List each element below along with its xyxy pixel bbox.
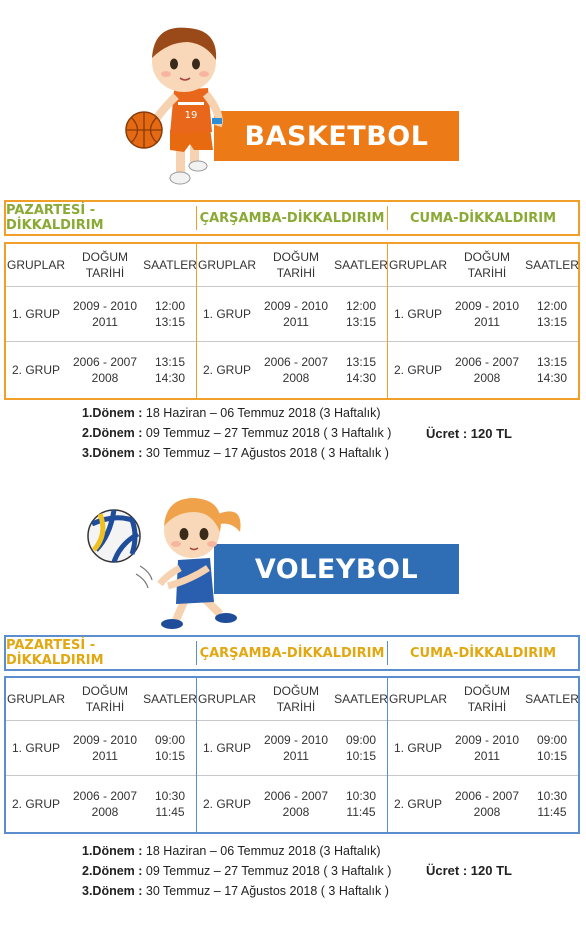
volleyball-title-banner: VOLEYBOL xyxy=(214,544,459,594)
day-wednesday: ÇARŞAMBA-DİKKALDIRIM xyxy=(196,641,387,665)
period-label: 3.Dönem : xyxy=(82,884,143,898)
group-cell: 1. GRUP xyxy=(393,740,442,755)
period-dates: 30 Temmuz – 17 Ağustos 2018 ( 3 Haftalık ) xyxy=(142,446,389,460)
period-dates: 18 Haziran – 06 Temmuz 2018 (3 Haftalık) xyxy=(142,406,381,420)
period-label: 2.Dönem : xyxy=(82,426,143,440)
table-row xyxy=(197,341,387,398)
hours-cell: 10:30 11:45 xyxy=(154,788,186,819)
header-groups: GRUPLAR xyxy=(197,691,256,706)
girl-with-volleyball-icon xyxy=(80,484,250,634)
schedule-table-wednesday xyxy=(196,678,387,832)
hours-cell: 09:00 10:15 xyxy=(345,732,377,763)
group-cell: 1. GRUP xyxy=(11,306,60,321)
hours-cell: 09:00 10:15 xyxy=(154,732,186,763)
header-hours: SAATLER xyxy=(143,691,197,706)
group-cell: 2. GRUP xyxy=(393,362,442,377)
basketball-fee: Ücret : 120 TL xyxy=(426,426,512,441)
period-line xyxy=(82,861,391,881)
group-cell: 2. GRUP xyxy=(393,796,442,811)
birth-date-cell: 2009 - 2010 2011 xyxy=(72,732,138,763)
period-line xyxy=(82,443,391,463)
table-row xyxy=(197,286,387,341)
header-birth-date: DOĞUM TARİHİ xyxy=(464,683,510,714)
basketball-schedule-tables xyxy=(4,242,580,400)
header-groups: GRUPLAR xyxy=(6,691,65,706)
table-header-row xyxy=(6,678,196,720)
period-dates: 18 Haziran – 06 Temmuz 2018 (3 Haftalık) xyxy=(142,844,381,858)
group-cell: 2. GRUP xyxy=(11,362,60,377)
period-dates: 30 Temmuz – 17 Ağustos 2018 ( 3 Haftalık ) xyxy=(142,884,389,898)
header-birth-date: DOĞUM TARİHİ xyxy=(464,249,510,280)
volleyball-periods xyxy=(82,841,391,901)
schedule-table-wednesday xyxy=(196,244,387,398)
group-cell: 1. GRUP xyxy=(11,740,60,755)
table-row xyxy=(197,720,387,775)
period-dates: 09 Temmuz – 27 Temmuz 2018 ( 3 Haftalık ) xyxy=(142,426,392,440)
table-header-row xyxy=(6,244,196,286)
schedule-table-monday xyxy=(6,244,196,398)
birth-date-cell: 2006 - 2007 2008 xyxy=(454,788,520,819)
birth-date-cell: 2006 - 2007 2008 xyxy=(263,788,329,819)
table-row xyxy=(388,341,578,398)
group-cell: 2. GRUP xyxy=(202,362,251,377)
period-line xyxy=(82,841,391,861)
day-friday: CUMA-DİKKALDIRIM xyxy=(387,641,578,665)
header-groups: GRUPLAR xyxy=(197,257,256,272)
header-hours: SAATLER xyxy=(334,257,388,272)
schedule-table-monday xyxy=(6,678,196,832)
header-hours: SAATLER xyxy=(334,691,388,706)
birth-date-cell: 2006 - 2007 2008 xyxy=(72,788,138,819)
header-hours: SAATLER xyxy=(525,691,579,706)
hours-cell: 12:00 13:15 xyxy=(154,298,186,329)
basketball-periods xyxy=(82,403,391,463)
group-cell: 1. GRUP xyxy=(202,740,251,755)
group-cell: 2. GRUP xyxy=(202,796,251,811)
header-birth-date: DOĞUM TARİHİ xyxy=(82,249,128,280)
basketball-title-banner: BASKETBOL xyxy=(214,111,459,161)
group-cell: 1. GRUP xyxy=(202,306,251,321)
table-header-row xyxy=(197,678,387,720)
day-friday: CUMA-DİKKALDIRIM xyxy=(387,206,578,230)
volleyball-schedule-tables xyxy=(4,676,580,834)
hours-cell: 12:00 13:15 xyxy=(345,298,377,329)
birth-date-cell: 2006 - 2007 2008 xyxy=(454,354,520,385)
birth-date-cell: 2009 - 2010 2011 xyxy=(72,298,138,329)
table-header-row xyxy=(388,678,578,720)
period-line xyxy=(82,423,391,443)
hours-cell: 12:00 13:15 xyxy=(536,298,568,329)
hours-cell: 10:30 11:45 xyxy=(345,788,377,819)
group-cell: 2. GRUP xyxy=(11,796,60,811)
period-label: 1.Dönem : xyxy=(82,844,143,858)
hours-cell: 13:15 14:30 xyxy=(536,354,568,385)
table-row xyxy=(6,286,196,341)
schedule-table-friday xyxy=(387,678,578,832)
header-hours: SAATLER xyxy=(143,257,197,272)
period-line xyxy=(82,881,391,901)
period-label: 1.Dönem : xyxy=(82,406,143,420)
table-row xyxy=(197,775,387,832)
birth-date-cell: 2009 - 2010 2011 xyxy=(454,298,520,329)
table-header-row xyxy=(197,244,387,286)
header-hours: SAATLER xyxy=(525,257,579,272)
day-monday: PAZARTESİ - DİKKALDIRIM xyxy=(6,203,104,233)
header-groups: GRUPLAR xyxy=(6,257,65,272)
period-line xyxy=(82,403,391,423)
header-birth-date: DOĞUM TARİHİ xyxy=(273,249,319,280)
birth-date-cell: 2009 - 2010 2011 xyxy=(454,732,520,763)
birth-date-cell: 2009 - 2010 2011 xyxy=(263,732,329,763)
header-groups: GRUPLAR xyxy=(388,691,447,706)
hours-cell: 13:15 14:30 xyxy=(154,354,186,385)
hours-cell: 13:15 14:30 xyxy=(345,354,377,385)
schedule-table-friday xyxy=(387,244,578,398)
basketball-days-row xyxy=(4,200,580,236)
table-row xyxy=(6,775,196,832)
day-wednesday: ÇARŞAMBA-DİKKALDIRIM xyxy=(196,206,387,230)
day-monday: PAZARTESİ - DİKKALDIRIM xyxy=(6,638,104,668)
period-dates: 09 Temmuz – 27 Temmuz 2018 ( 3 Haftalık ) xyxy=(142,864,392,878)
table-row xyxy=(6,720,196,775)
boy-with-basketball-icon xyxy=(118,18,238,190)
header-groups: GRUPLAR xyxy=(388,257,447,272)
table-row xyxy=(388,775,578,832)
birth-date-cell: 2006 - 2007 2008 xyxy=(72,354,138,385)
period-label: 2.Dönem : xyxy=(82,864,143,878)
table-header-row xyxy=(388,244,578,286)
table-row xyxy=(388,720,578,775)
table-row xyxy=(388,286,578,341)
period-label: 3.Dönem : xyxy=(82,446,143,460)
table-row xyxy=(6,341,196,398)
birth-date-cell: 2009 - 2010 2011 xyxy=(263,298,329,329)
hours-cell: 09:00 10:15 xyxy=(536,732,568,763)
jersey-number: 19 xyxy=(184,110,198,121)
hours-cell: 10:30 11:45 xyxy=(536,788,568,819)
volleyball-fee: Ücret : 120 TL xyxy=(426,863,512,878)
header-birth-date: DOĞUM TARİHİ xyxy=(273,683,319,714)
header-birth-date: DOĞUM TARİHİ xyxy=(82,683,128,714)
birth-date-cell: 2006 - 2007 2008 xyxy=(263,354,329,385)
group-cell: 1. GRUP xyxy=(393,306,442,321)
volleyball-days-row xyxy=(4,635,580,671)
